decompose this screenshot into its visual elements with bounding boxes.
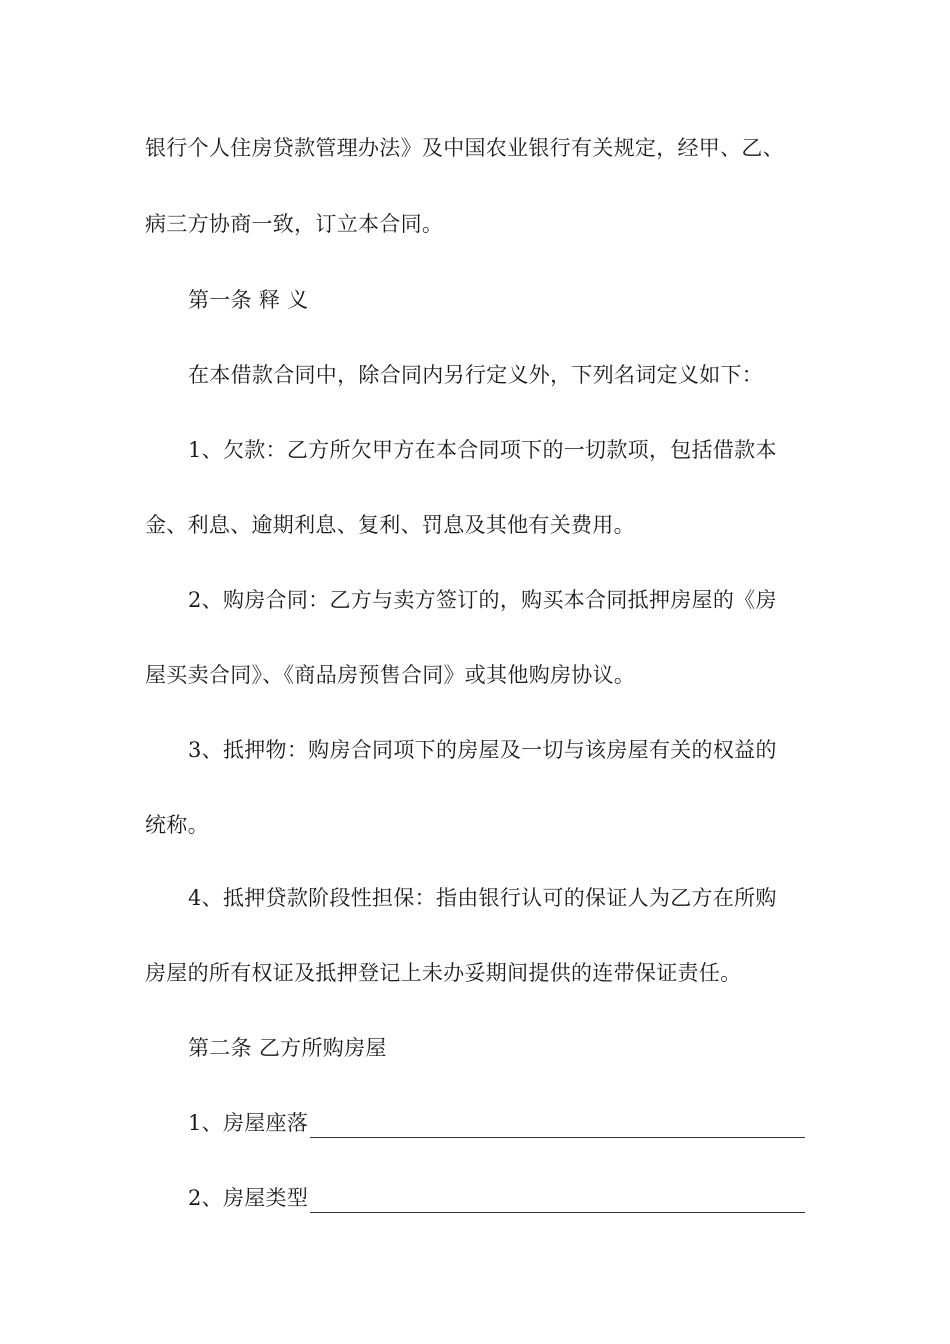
paragraph-line: 2、购房合同：乙方与卖方签订的，购买本合同抵押房屋的《房 bbox=[188, 588, 777, 612]
paragraph-line: 统称。 bbox=[145, 813, 209, 837]
paragraph-line: 4、抵押贷款阶段性担保：指由银行认可的保证人为乙方在所购 bbox=[188, 886, 777, 910]
paragraph-line: 金、利息、逾期利息、复利、罚息及其他有关费用。 bbox=[145, 513, 635, 537]
paragraph-line: 在本借款合同中，除合同内另行定义外，下列名词定义如下： bbox=[188, 363, 764, 387]
field-house-location bbox=[188, 1108, 805, 1138]
field-label: 1、房屋座落 bbox=[188, 1111, 309, 1135]
section-heading: 第一条 释 义 bbox=[188, 288, 309, 312]
paragraph-line: 房屋的所有权证及抵押登记上未办妥期间提供的连带保证责任。 bbox=[145, 961, 742, 985]
field-label: 2、房屋类型 bbox=[188, 1186, 309, 1210]
paragraph-line: 病三方协商一致，订立本合同。 bbox=[145, 212, 444, 236]
paragraph-line: 3、抵押物：购房合同项下的房屋及一切与该房屋有关的权益的 bbox=[188, 738, 777, 762]
paragraph-line: 屋买卖合同》、《商品房预售合同》或其他购房协议。 bbox=[145, 663, 636, 687]
paragraph-line: 银行个人住房贷款管理办法》及中国农业银行有关规定，经甲、乙、 bbox=[145, 136, 784, 160]
paragraph-line: 1、欠款：乙方所欠甲方在本合同项下的一切款项，包括借款本 bbox=[188, 438, 777, 462]
fill-in-blank[interactable] bbox=[310, 1113, 805, 1138]
section-heading: 第二条 乙方所购房屋 bbox=[188, 1036, 387, 1060]
fill-in-blank[interactable] bbox=[310, 1188, 805, 1213]
field-house-type bbox=[188, 1183, 805, 1213]
